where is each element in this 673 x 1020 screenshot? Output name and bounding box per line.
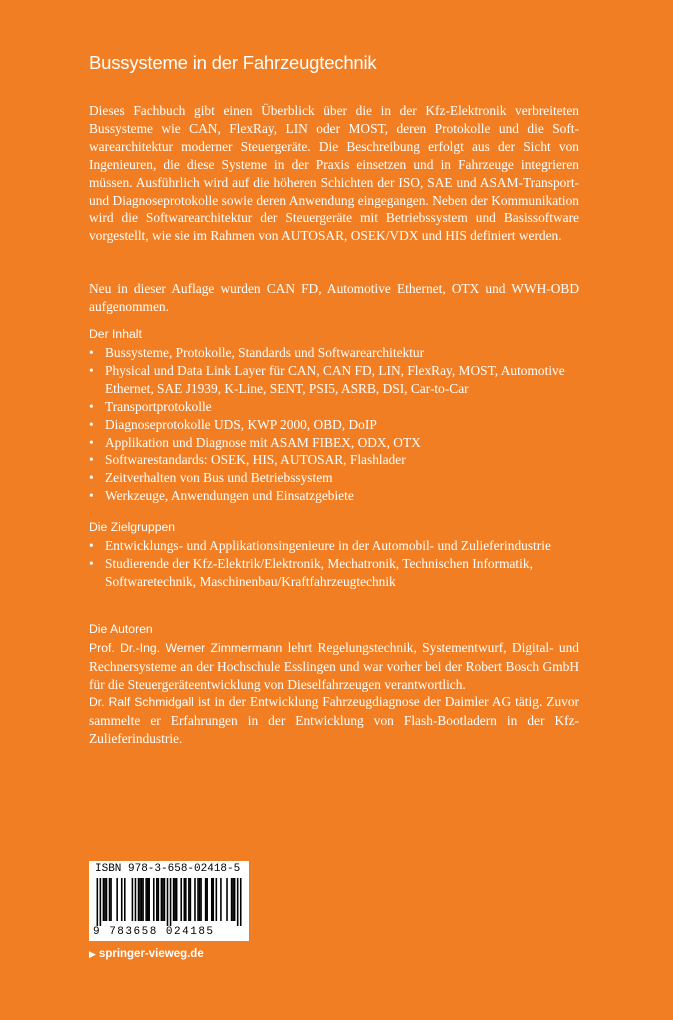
barcode-bar	[185, 878, 187, 921]
list-item: • Bussysteme, Protokolle, Standards und Softwarearchitektur	[89, 345, 425, 360]
author-bio	[89, 693, 579, 748]
barcode-bar	[211, 878, 213, 921]
isbn-barcode	[89, 861, 249, 941]
bullet-icon: •	[89, 345, 94, 360]
barcode-bar	[197, 878, 199, 921]
contents-list	[89, 344, 579, 505]
barcode-bar	[124, 878, 126, 921]
bullet-icon: •	[89, 538, 94, 553]
barcode-bar	[231, 878, 233, 921]
barcode-bar	[141, 878, 143, 921]
description-paragraph: Dieses Fachbuch gibt einen Überblick über die in der Kfz-Elektronik verbreiteten Bussysteme wie CAN, FlexRay, LIN oder MOST, deren Protokolle und die Softwarearchitektur moderner Steuergeräte. Die Beschreibung erfolgt aus der Sicht von Ingenieuren, die diese Systeme in der Praxis einsetzen und in Fahrzeuge integrieren müssen. Ausführlich wird auf die höheren Schichten der ISO, SAE und ASAM-Transport- und Diagnoseprotokolle sowie deren Anwendung eingegangen. Neben der Kommunikation wird die Softwarearchitektur der Steuergeräte mit Betriebssystem und Basissoftware vorgestellt, wie sie im Rahmen von AUTOSAR, OSEK/VDX und HIS definiert werden.	[89, 103, 579, 244]
authors-heading: Die Autoren	[89, 622, 153, 636]
barcode-bar	[226, 878, 228, 921]
barcode-bar	[240, 878, 242, 926]
author-name: Dr. Ralf Schmidgall	[89, 695, 194, 709]
author-description: ist in der Entwicklung Fahrzeugdiagnose der Daimler AG tätig. Zuvor sammelte er Erfahrungen in der Entwicklung von Flash-Bootladern in der Kfz-Zulieferindustrie.	[89, 694, 579, 746]
barcode-bar	[173, 878, 175, 921]
barcode-bar	[206, 878, 208, 921]
contents-heading: Der Inhalt	[89, 327, 142, 341]
barcode-bar	[104, 878, 106, 921]
bullet-icon: •	[89, 362, 94, 378]
barcode-bar	[212, 878, 214, 921]
barcode-bar	[183, 878, 185, 921]
list-item: • Diagnoseprotokolle UDS, KWP 2000, OBD, DoIP	[89, 416, 377, 432]
bullet-icon: •	[89, 555, 94, 571]
barcode-bar	[216, 878, 218, 921]
isbn-label: ISBN 978-3-658-02418-5	[95, 863, 241, 875]
barcode-bar	[162, 878, 164, 921]
new-edition-paragraph: Neu in dieser Auflage wurden CAN FD, Automotive Ethernet, OTX und WWH-OBD aufgenommen.	[89, 281, 579, 314]
barcode-bar	[161, 878, 163, 921]
list-item: • Softwarestandards: OSEK, HIS, AUTOSAR, Flashlader	[89, 452, 406, 468]
target-groups-heading: Die Zielgruppen	[89, 520, 176, 534]
author-bio	[89, 639, 579, 694]
author-name: Prof. Dr.-Ing. Werner Zimmermann	[89, 641, 283, 655]
list-item: • Werkzeuge, Anwendungen und Einsatzgebiete	[89, 488, 354, 504]
barcode-bar	[116, 878, 118, 921]
barcode-bar	[103, 878, 105, 921]
list-item: • Transportprotokolle	[89, 398, 212, 414]
website-url: springer-vieweg.de	[98, 948, 204, 960]
barcode-bar	[156, 878, 158, 921]
barcode-bar	[205, 878, 207, 921]
barcode-bar	[167, 878, 169, 926]
barcode-bar	[145, 878, 147, 921]
barcode-bar	[194, 878, 196, 921]
bullet-icon: •	[89, 416, 94, 432]
target-groups-list	[89, 537, 579, 591]
barcode-bar	[174, 878, 176, 921]
barcode-bar	[142, 878, 144, 921]
barcode-bar	[164, 878, 166, 921]
arrow-right-icon: ▶	[89, 949, 96, 959]
book-title: Bussysteme in der Fahrzeugtechnik	[89, 52, 377, 73]
bullet-icon: •	[89, 470, 94, 486]
barcode-bar	[153, 878, 155, 921]
barcode-bar	[220, 878, 222, 921]
barcode-bar	[121, 878, 123, 921]
bullet-icon: •	[89, 488, 94, 504]
barcode-bar	[176, 878, 178, 921]
bullet-icon: •	[89, 452, 94, 468]
barcode-bar	[232, 878, 234, 921]
barcode-bar	[147, 878, 149, 921]
barcode-bar	[135, 878, 137, 921]
barcode-bar	[199, 878, 201, 921]
list-item: • Physical und Data Link Layer für CAN, CAN FD, LIN, FlexRay, MOST, Automotive Ethernet, SAE J1939, K-Line, SENT, PSI5, ASRB, DSI, Car-to-Car	[89, 362, 565, 396]
barcode-bar	[170, 878, 172, 926]
barcode-bar	[109, 878, 111, 921]
barcode-bar	[234, 878, 236, 921]
bullet-icon: •	[89, 434, 94, 450]
bullet-icon: •	[89, 398, 94, 414]
barcode-graphic	[95, 878, 243, 926]
barcode-bar	[200, 878, 202, 921]
barcode-bar	[180, 878, 182, 921]
barcode-bar	[158, 878, 160, 921]
barcode-bar	[100, 878, 102, 926]
barcode-bar	[188, 878, 190, 921]
barcode-bar	[132, 878, 134, 921]
barcode-bar	[97, 878, 99, 926]
barcode-bar	[190, 878, 192, 921]
list-item: • Studierende der Kfz-Elektrik/Elektronik, Mechatronik, Technischen Informatik, Softwaretechnik, Maschinenbau/Kraftfahrzeugtechnik	[89, 555, 533, 589]
list-item: • Entwicklungs- und Applikationsingenieure in der Automobil- und Zulieferindustrie	[89, 538, 551, 553]
barcode-bar	[138, 878, 140, 921]
list-item: • Applikation und Diagnose mit ASAM FIBEX, ODX, OTX	[89, 434, 421, 450]
barcode-bar	[110, 878, 112, 921]
barcode-bar	[237, 878, 239, 926]
barcode-bar	[148, 878, 150, 921]
list-item: • Zeitverhalten von Bus und Betriebssystem	[89, 470, 333, 486]
author-description: lehrt Regelungstechnik, Systementwurf, Digital- und Rechnersysteme an der Hochschule Esslingen und war vorher bei der Robert Bosch GmbH für die Steuergeräteentwicklung von Dieselfahrzeugen verantwortlich.	[89, 640, 580, 692]
barcode-bar	[106, 878, 108, 921]
publisher-website[interactable]	[89, 948, 204, 960]
barcode-digits: 9 783658 024185	[93, 926, 215, 938]
barcode-bar	[139, 878, 141, 921]
